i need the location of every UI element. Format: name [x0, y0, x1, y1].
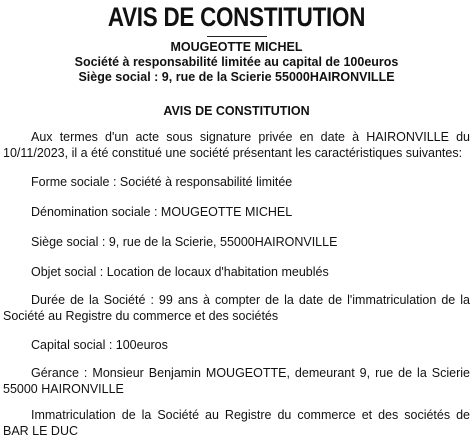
notice-headline: AVIS DE CONSTITUTION: [107, 2, 366, 32]
paragraph-capital-social: Capital social : 100euros: [31, 338, 168, 352]
paragraph-immatriculation: Immatriculation de la Société au Registre du commerce et des sociétés de BAR LE DUC: [3, 408, 470, 438]
paragraph-denomination: Dénomination sociale : MOUGEOTTE MICHEL: [31, 205, 293, 219]
paragraph-intro: Aux termes d'un acte sous signature privée en date à HAIRONVILLE du 10/11/2023, il a été constitué une société présentant les caractéristiques suivantes:: [3, 130, 470, 160]
paragraph-siege-social: Siège social : 9, rue de la Scierie, 55000HAIRONVILLE: [31, 235, 338, 249]
paragraph-objet-social: Objet social : Location de locaux d'habitation meublés: [31, 265, 329, 279]
company-name: MOUGEOTTE MICHEL: [170, 40, 303, 54]
notice-subtitle: AVIS DE CONSTITUTION: [163, 104, 310, 118]
company-registered-office: Siège social : 9, rue de la Scierie 55000HAIRONVILLE: [78, 70, 395, 84]
paragraph-forme-sociale: Forme sociale : Société à responsabilité limitée: [31, 175, 293, 189]
headline-divider: [207, 36, 267, 37]
company-legal-form: Société à responsabilité limitée au capital de 100euros: [74, 55, 399, 69]
company-header: [0, 40, 473, 85]
paragraph-duree: Durée de la Société : 99 ans à compter de la date de l'immatriculation de la Société au Registre du commerce et des sociétés: [3, 293, 470, 323]
paragraph-gerance: Gérance : Monsieur Benjamin MOUGEOTTE, demeurant 9, rue de la Scierie 55000 HAIRONVILLE: [3, 366, 470, 396]
